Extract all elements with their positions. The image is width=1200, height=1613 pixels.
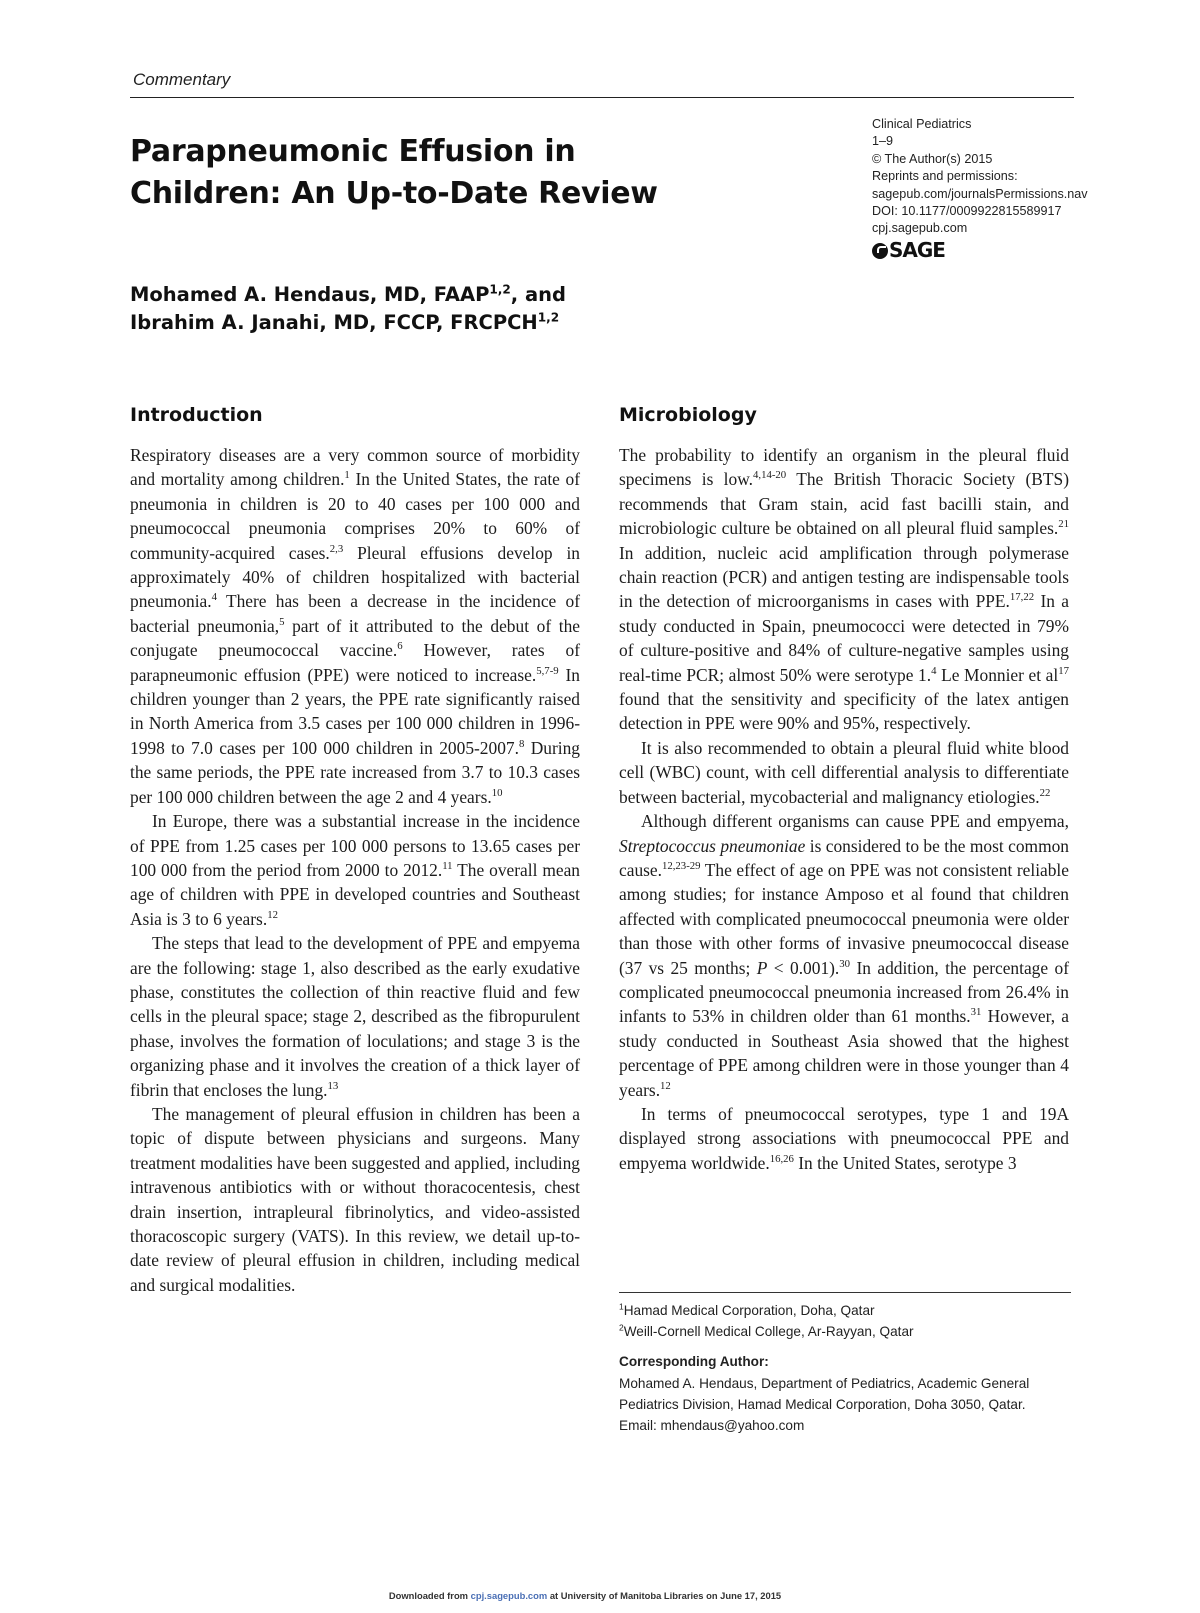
corresponding-author-heading: Corresponding Author: — [619, 1354, 769, 1369]
author-2-affil: 1,2 — [537, 310, 560, 325]
author-list — [130, 281, 730, 337]
article-title — [130, 131, 770, 215]
sage-logo — [872, 237, 1088, 262]
sage-swirl-icon — [872, 243, 888, 259]
author-1-affil: 1,2 — [489, 282, 511, 297]
footer-prefix: Downloaded from — [388, 1590, 471, 1601]
left-column — [130, 401, 580, 1297]
micro-paragraph-2: It is also recommended to obtain a pleural fluid white blood cell (WBC) count, with cell differential analysis to differentiate between bacterial, mycobacterial and malignancy etiologies.$^{22}$ — [619, 737, 1069, 807]
p-value-symbol: P — [756, 957, 768, 978]
section-label: Commentary — [133, 70, 231, 89]
permissions-url[interactable]: sagepub.com/journalsPermissions.nav — [872, 186, 1088, 201]
journal-meta — [872, 116, 1088, 262]
author-2-name: Ibrahim A. Janahi, MD, FCCP, FRCPCH — [130, 311, 538, 334]
doi[interactable]: DOI: 10.1177/0009922815589917 — [872, 204, 1062, 219]
author-1-name: Mohamed A. Hendaus, MD, FAAP — [130, 283, 490, 306]
reprints-label: Reprints and permissions: — [872, 169, 1018, 184]
header-rule — [130, 97, 1074, 98]
corresponding-author-details — [619, 1374, 1079, 1436]
title-line-1: Parapneumonic Effusion in — [130, 134, 576, 169]
author-2 — [130, 309, 730, 337]
footer-link[interactable]: cpj.sagepub.com — [470, 1590, 548, 1601]
affiliations — [619, 1300, 1079, 1342]
micro-paragraph-4: In terms of pneumococcal serotypes, type 1 and 19A displayed strong associations with pneumococcal PPE and empyema worldwide.$^{16,26}$ In the United States, serotype 3 — [619, 1103, 1069, 1173]
author-1 — [130, 281, 730, 309]
microbiology-heading: Microbiology — [619, 404, 757, 426]
introduction-heading: Introduction — [130, 404, 263, 426]
intro-paragraph-2: In Europe, there was a substantial increase in the incidence of PPE from 1.25 cases per 100 000 persons to 13.65 cases per 100 000 from the period from 2000 to 2012.11 The overall mean age of children with PPE in developed countries and Southeast Asia is 3 to 6 years.$^{12}$ — [130, 811, 580, 929]
micro-paragraph-3: Although different organisms can cause PPE and empyema, Streptococcus pneumoniae is considered to be the most common cause.$^{12,23-29}$ The effect of age on PPE was not consistent reliable among studies; for instance Amposo et al found that children affected with complicated pneumococcal pneumonia were older than those with other forms of invasive pneumococcal disease (37 vs 25 months; P < 0.001).$^{30}$ In addition, the percentage of complicated pneumococcal pneumonia increased from 26.4% in infants to 53% in children older than 61 months.$^{31}$ However, a study conducted in Southeast Asia showed that the highest percentage of PPE among children were in those younger than 4 years.$^{12}$ — [619, 811, 1069, 1100]
species-name: Streptococcus pneumoniae — [619, 835, 806, 856]
footnote-rule — [619, 1292, 1071, 1293]
affiliation-2: $^2$Weill-Cornell Medical College, Ar-Rayyan, Qatar — [619, 1322, 914, 1339]
footer-suffix: at University of Manitoba Libraries on June 17, 2015 — [547, 1590, 782, 1601]
title-line-2: Children: An Up-to-Date Review — [130, 176, 658, 211]
copyright: © The Author(s) 2015 — [872, 151, 993, 166]
affiliation-1: $^1$Hamad Medical Corporation, Doha, Qatar — [619, 1301, 875, 1318]
micro-paragraph-1: The probability to identify an organism in the pleural fluid specimens is low.$^{4,14-20}$ The British Thoracic Society (BTS) recommends that Gram stain, acid fast bacilli stain, and microbiologic culture be obtained on all pleural fluid samples.$^{21}$ In addition, nucleic acid amplification through polymerase chain reaction (PCR) and antigen testing are indispensable tools in the detection of microorganisms in cases with PPE.$^{17,22}$ In a study conducted in Spain, pneumococci were detected in 79% of culture-positive and 84% of culture-negative samples using real-time PCR; almost 50% were serotype 1.$^4$ Le Monnier et $al^{17}$ found that the sensitivity and specificity of the latex antigen detection in PPE were 90% and 95%, respectively. — [619, 445, 1070, 734]
right-column — [619, 401, 1069, 1175]
intro-paragraph-4: The management of pleural effusion in children has been a topic of dispute between physicians and surgeons. Many treatment modalities have been suggested and applied, including intravenous antibiotics with or without thoracocentesis, chest drain insertion, intrapleural fibrinolytics, and video-assisted thoracoscopic surgery (VATS). In this review, we detail up-to-date review of pleural effusion in children, including medical and surgical modalities. — [130, 1103, 580, 1295]
corresponding-address: Mohamed A. Hendaus, Department of Pediatrics, Academic General Pediatrics Division, Hamad Medical Corporation, Doha 3050, Qatar. — [619, 1376, 1030, 1412]
journal-name: Clinical Pediatrics — [872, 117, 972, 131]
intro-paragraph-3: The steps that lead to the development of PPE and empyema are the following: stage 1, also described as the early exudative phase, constitutes the collection of thin reactive fluid and few cells in the pleural space; stage 2, described as the fibropurulent phase, involves the formation of loculations; and stage 3 is the organizing phase and it involves the creation of a thick layer of fibrin that encloses the lung.$^{13}$ — [130, 933, 580, 1100]
page-range: 1–9 — [872, 134, 894, 149]
sage-wordmark: SAGE — [889, 237, 945, 262]
download-footer — [0, 1590, 1170, 1601]
intro-paragraph-1: Respiratory diseases are a very common source of morbidity and mortality among children.$^1$ In the United States, the rate of pneumonia in children is 20 to 40 cases per 100 000 and pneumococcal pneumonia comprises 20% to 60% of community-acquired cases.$^{2,3}$ Pleural effusions develop in approximately 40% of children hospitalized with bacterial pneumonia.$^4$ There has been a decrease in the incidence of bacterial pneumonia,$^5$ part of it attributed to the debut of the conjugate pneumococcal vaccine.$^6$ However, rates of parapneumonic effusion (PPE) were noticed to increase.$^{5,7-9}$ In children younger than 2 years, the PPE rate significantly raised in North America from 3.5 cases per 100 000 children in 1996-1998 to 7.0 cases per 100 000 children in 2005-2007.$^8$ During the same periods, the PPE rate increased from 3.7 to 10.3 cases per 100 000 children between the age 2 and 4 years.$^{10}$ — [130, 445, 580, 807]
journal-site[interactable]: cpj.sagepub.com — [872, 221, 968, 236]
corresponding-email[interactable]: Email: mhendaus@yahoo.com — [619, 1417, 805, 1433]
author-conjunction: , and — [510, 283, 566, 306]
